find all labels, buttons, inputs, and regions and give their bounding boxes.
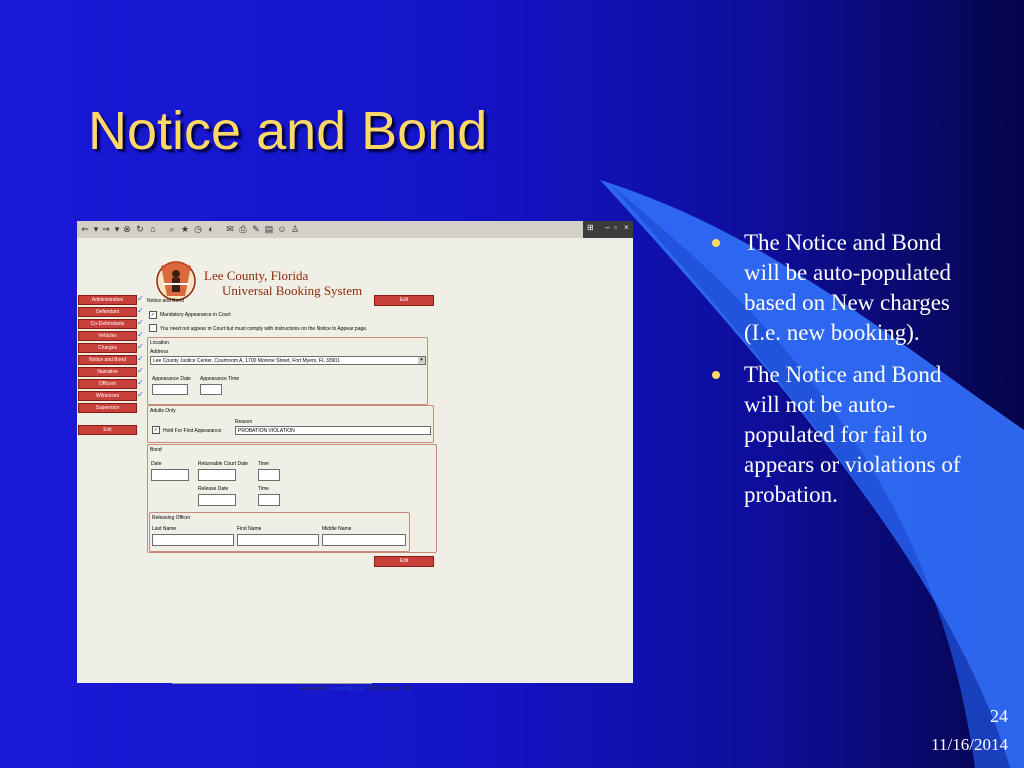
sidebar-item-narrative[interactable]: Narrative xyxy=(78,367,137,377)
bond-group xyxy=(147,444,437,553)
windows-logo-icon: ⊞ xyxy=(587,223,594,232)
check-icon: ✓ xyxy=(137,330,144,339)
reason-input[interactable]: PROBATION VIOLATION xyxy=(235,426,431,435)
appearance-time-label: Appearance Time xyxy=(200,376,240,382)
bullet-list xyxy=(712,228,982,522)
developer-suffix: ©2002 Version: 0.06 xyxy=(366,686,412,692)
discuss-icon[interactable]: ▤ xyxy=(264,224,274,234)
dropdown-icon[interactable]: ▾ xyxy=(93,224,99,234)
sidebar-item-officers[interactable]: Officers xyxy=(78,379,137,389)
hold-first-appearance-label: Hold For First Appearance xyxy=(163,428,222,434)
close-icon[interactable]: × xyxy=(624,223,629,232)
appearance-date-input[interactable] xyxy=(152,384,188,395)
edit-button-bottom[interactable]: Edit xyxy=(374,556,434,567)
bullet-dot-icon xyxy=(712,239,720,247)
first-name-input[interactable] xyxy=(237,534,319,546)
maximize-icon[interactable]: ▫ xyxy=(614,223,617,232)
check-icon: ✓ xyxy=(137,378,144,387)
check-icon: ✓ xyxy=(137,342,144,351)
print-icon[interactable]: ⎙ xyxy=(239,224,247,234)
user-icon[interactable]: ♙ xyxy=(290,224,300,234)
bullet-item xyxy=(712,228,982,348)
chevron-down-icon[interactable]: ▾ xyxy=(418,357,425,364)
developer-credit xyxy=(77,686,633,692)
section-title: Notice and Bond xyxy=(147,298,184,304)
bullet-dot-icon xyxy=(712,371,720,379)
release-time-input[interactable] xyxy=(258,494,280,506)
adults-only-group xyxy=(147,405,434,443)
footer-divider xyxy=(172,683,372,684)
check-icon: ✓ xyxy=(137,390,144,399)
check-icon: ✓ xyxy=(137,318,144,327)
developer-link[interactable]: VisionTEK, Inc. xyxy=(330,686,365,692)
exit-button[interactable]: Exit xyxy=(78,425,137,435)
messenger-icon[interactable]: ☺ xyxy=(277,224,287,234)
reason-label: Reason xyxy=(235,419,253,425)
system-name: Universal Booking System xyxy=(222,283,363,298)
check-icon: ✓ xyxy=(137,366,144,375)
media-icon[interactable]: ◐ xyxy=(208,224,214,234)
sidebar-item-administrative[interactable]: Administrative xyxy=(78,295,137,305)
bond-date-input[interactable] xyxy=(151,469,189,481)
address-value: Lee County Justice Center, Courtroom A, 1700 Monroe Street, Fort Myers, FL 33901 xyxy=(153,358,340,364)
bond-time-label: Time xyxy=(258,461,269,467)
window-controls xyxy=(583,221,633,238)
hold-first-appearance-checkbox[interactable]: ✓ xyxy=(153,427,159,433)
browser-toolbar xyxy=(77,221,633,239)
middle-name-label: Middle Name xyxy=(322,526,352,532)
mail-icon[interactable]: ✉ xyxy=(226,224,234,234)
stop-icon[interactable]: ⊗ xyxy=(123,224,131,234)
home-icon[interactable]: ⌂ xyxy=(150,224,156,234)
sidebar-item-witnesses[interactable]: Witnesses xyxy=(78,391,137,401)
bullet-text: The Notice and Bond will not be auto-populated for fail to appears or violations of probation. xyxy=(744,362,961,507)
bullet-text: The Notice and Bond will be auto-populated based on New charges (I.e. new booking). xyxy=(744,230,951,345)
back-icon[interactable]: ⇐ xyxy=(81,224,89,234)
bond-date-label: Date xyxy=(151,461,162,467)
check-icon: ✓ xyxy=(137,294,144,303)
sidebar-item-supervisor[interactable]: Supervisor xyxy=(78,403,137,413)
address-label: Address xyxy=(150,349,169,355)
releasing-officer-label: Releasing Officer xyxy=(152,515,191,521)
release-date-input[interactable] xyxy=(198,494,236,506)
notice-to-appear-label: You need not appear in Court but must comply with instructions on the Notice to Appear page. xyxy=(160,326,368,332)
search-icon[interactable]: ⌕ xyxy=(169,224,175,234)
edit-icon[interactable]: ✎ xyxy=(252,224,260,234)
middle-name-input[interactable] xyxy=(322,534,406,546)
bullet-item xyxy=(712,360,982,510)
refresh-icon[interactable]: ↻ xyxy=(136,224,144,234)
developer-prefix: Developed by xyxy=(298,686,330,692)
sidebar-item-co-defendants[interactable]: Co-Defendants xyxy=(78,319,137,329)
slide-title: Notice and Bond xyxy=(88,101,488,161)
sidebar-item-vehicles[interactable]: Vehicles xyxy=(78,331,137,341)
check-icon: ✓ xyxy=(137,306,144,315)
release-date-label: Release Date xyxy=(198,486,229,492)
slide-number: 24 xyxy=(990,706,1008,726)
app-content xyxy=(77,238,633,692)
check-icon: ✓ xyxy=(137,354,144,363)
org-name: Lee County, Florida xyxy=(204,268,309,283)
returnable-court-date-input[interactable] xyxy=(198,469,236,481)
mandatory-appearance-label: Mandatory Appearance in Court xyxy=(160,312,231,318)
history-icon[interactable]: ◷ xyxy=(194,224,202,234)
edit-button[interactable]: Edit xyxy=(374,295,434,306)
sidebar-item-defendant[interactable]: Defendant xyxy=(78,307,137,317)
last-name-input[interactable] xyxy=(152,534,234,546)
releasing-officer-group xyxy=(149,512,410,552)
bond-time-input[interactable] xyxy=(258,469,280,481)
adults-only-label: Adults Only xyxy=(150,408,176,414)
sidebar-item-charges[interactable]: Charges xyxy=(78,343,137,353)
appearance-date-label: Appearance Date xyxy=(152,376,191,382)
favorites-icon[interactable]: ★ xyxy=(180,224,190,234)
slide-date: 11/16/2014 xyxy=(931,735,1008,754)
mandatory-appearance-checkbox[interactable]: ✓ xyxy=(150,312,156,318)
first-name-label: First Name xyxy=(237,526,262,532)
location-group xyxy=(147,337,428,405)
app-screenshot xyxy=(77,221,633,692)
release-time-label: Time xyxy=(258,486,269,492)
appearance-time-input[interactable] xyxy=(200,384,222,395)
returnable-court-date-label: Returnable Court Date xyxy=(198,461,249,467)
last-name-label: Last Name xyxy=(152,526,177,532)
forward-icon[interactable]: ⇒ xyxy=(102,224,110,234)
dropdown-icon[interactable]: ▾ xyxy=(114,224,120,234)
location-group-label: Location xyxy=(150,340,169,346)
sidebar-item-notice-and-bond[interactable]: Notice and Bond xyxy=(78,355,137,365)
address-select[interactable] xyxy=(150,356,426,365)
minimize-icon[interactable]: – xyxy=(605,223,610,232)
bond-group-label: Bond xyxy=(150,447,162,453)
notice-to-appear-checkbox[interactable] xyxy=(149,324,157,332)
